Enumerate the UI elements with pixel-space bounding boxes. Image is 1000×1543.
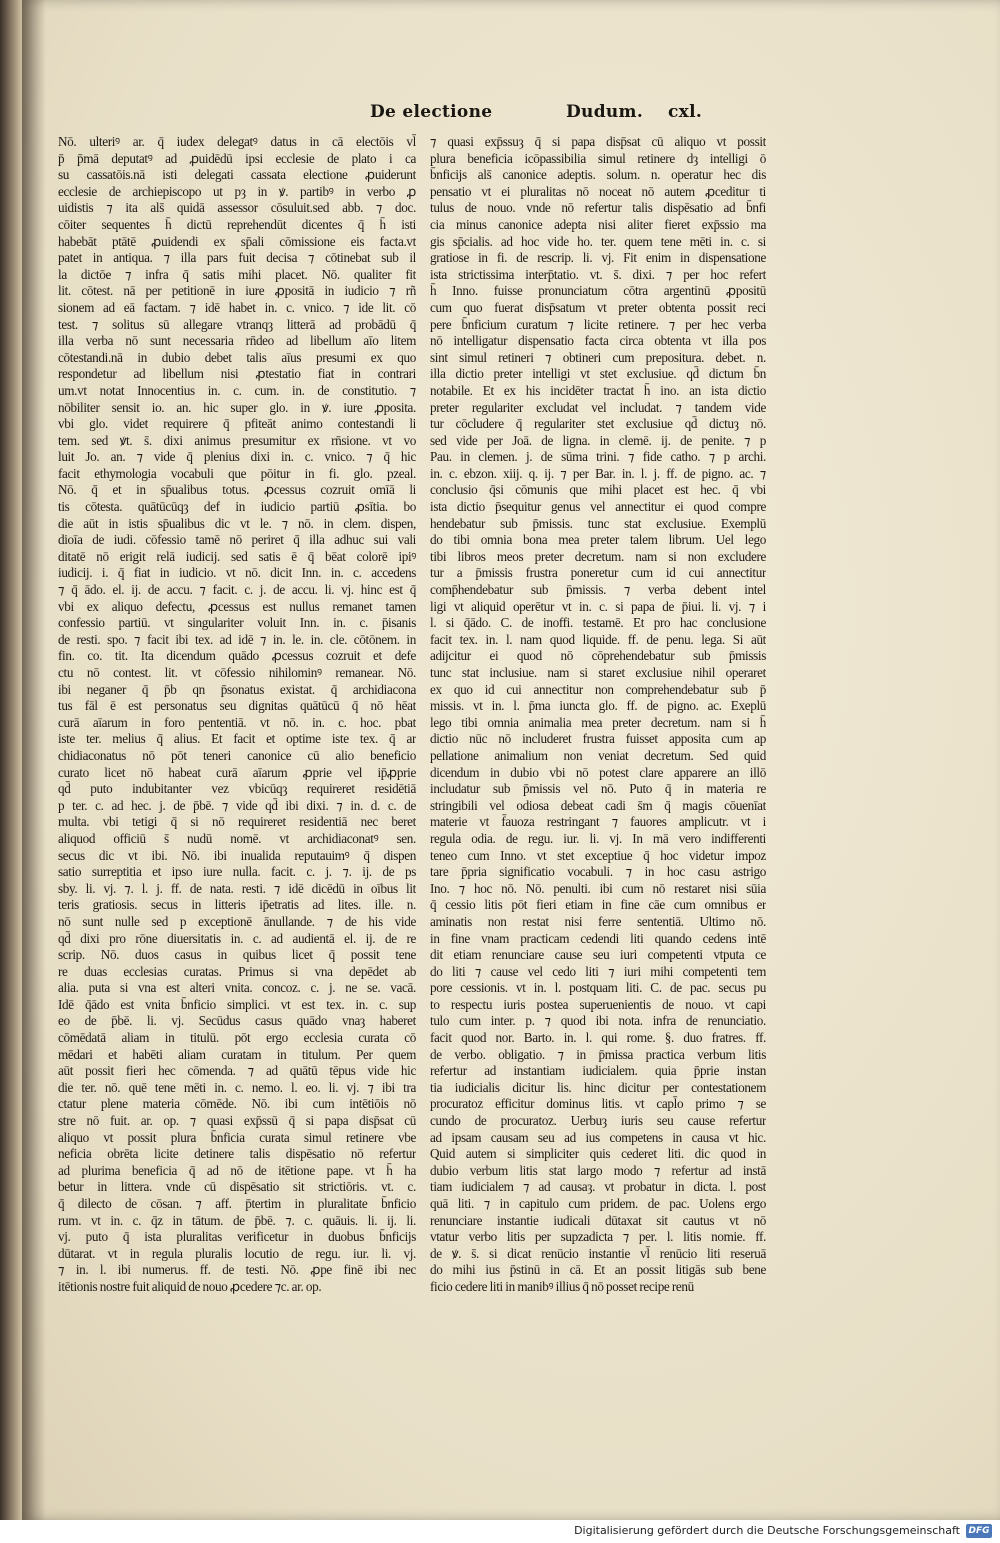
text-line: cundo de procuratoz. Uerbuȝ iuris seu cause refertur xyxy=(430,1113,766,1129)
text-line: ad ipsam causam seu ad ius competens in causa vt hic. xyxy=(430,1129,766,1145)
text-line: curā aīarum in foro pententiā. vt nō. in. c. hoc. pbat xyxy=(58,714,416,730)
text-line: die ter. nō. quē tene mēti in. c. nemo. l. eo. li. vj. ⁊ ibi tra xyxy=(58,1079,416,1095)
text-line: betur in littera. vnde cū dispēsatio sit strictiōris. vt. c. xyxy=(58,1179,416,1195)
text-line: quā liti. ⁊ in capitulo cum pridem. de pac. Uolens ergo xyxy=(430,1196,766,1211)
text-line: curato licet nō habeat curā aīarum ꝓprie vel ip̄ꝓprie xyxy=(58,764,416,780)
text-line: pore cessionis. vt in. l. postquam liti. C. de pac. secus pu xyxy=(430,980,766,996)
dfg-logo: DFG xyxy=(966,1524,992,1538)
text-line: gratiose in fi. de rescrip. li. vj. Fit enim in dispensatione xyxy=(430,250,766,266)
text-line: dūtarat. vt in regula pluralis locutio de regu. iur. li. vj. xyxy=(58,1245,416,1261)
text-line: mēdari et habēti aliam curatam in titulum. Per quem xyxy=(58,1046,416,1062)
text-line: Quid autem si simpliciter quis cederet liti. dic quod in xyxy=(430,1146,766,1162)
text-line: conclusio q̄si cōmunis que mihi placet est hec. q̄ vbi xyxy=(430,482,766,498)
text-line: q̄ dilecto de cōsan. ⁊ aff. p̄tertim in pluralitate b̄nficio xyxy=(58,1196,416,1211)
text-line: sby. li. vj. ⁊. l. j. ff. de nata. resti. ⁊ idē dicēdū in oībus lit xyxy=(58,880,416,896)
text-line: renunciare instantie iudicali dūtaxat sit cautus vt nō xyxy=(430,1212,766,1228)
text-line: h̄ Inno. fuisse pronunciatum cōtra argentinū ꝓpositū xyxy=(430,283,766,299)
text-line: tulus de nouo. vnde nō refertur talis dispēsatio ad b̄nfi xyxy=(430,200,766,216)
text-line: aliquod officiū s̄ nudū nomē. vt archidiaconatꝰ sen. xyxy=(58,830,416,846)
footer-credit: Digitalisierung gefördert durch die Deutsche Forschungsgemeinschaft xyxy=(574,1524,960,1537)
text-line: cōiter sequentes h̄ dictū reprehendūt dicentes q̄ h̄ isti xyxy=(58,216,416,232)
text-line: cum quo fuerat disp̄satum vt preter obtenta possit reci xyxy=(430,299,766,315)
text-line: do liti ⁊ cause vel cedo liti ⁊ iuri mihi competenti tem xyxy=(430,963,766,979)
text-line: facit quod nor. Barto. in. l. qui rome. §. duo fratres. ff. xyxy=(430,1030,766,1046)
text-line: stringibili vel odiosa debeat cadi s̄m q̄ magis cōuenīat xyxy=(430,797,766,813)
header-title: De electione xyxy=(370,102,493,122)
text-line: illa verba nō sunt necessaria rn̄deo ad libellum aīo litem xyxy=(58,333,416,349)
text-line: cōmēdatā aliam in titulū. pōt ergo ecclesia curata cō xyxy=(58,1030,416,1046)
text-line: test. ⁊ solitus sū allegare vtranqȝ litterā ad probādū q̄ xyxy=(58,316,416,332)
text-line: dictio nūc nō includeret frustra fuisset apposita cum ap xyxy=(430,731,766,747)
text-line: nō sunt nulle sed p exceptionē ānullande. ⁊ de his vide xyxy=(58,913,416,929)
text-line: eo de p̄bē. li. vj. Secūdus casus quādo vnaȝ haberet xyxy=(58,1013,416,1029)
text-line: materie vt f̄auoza restringant ⁊ fauores amplicutr. vt i xyxy=(430,814,766,830)
text-line: chidiaconatus nō pōt teneri canonice cū alio beneficio xyxy=(58,747,416,763)
text-line: includatur sub p̄missis vel nō. Puto q̄ in materia re xyxy=(430,781,766,797)
text-line: qd̄ dixi pro rōne diuersitatis in. c. ad audientā el. ij. de re xyxy=(58,930,416,946)
text-line: facit tex. in. l. nam quod liquide. ff. de penu. lega. Si aūt xyxy=(430,631,766,647)
text-line: satio surreptitia et ipso iure nulla. facit. c. j. ⁊. ij. de ps xyxy=(58,864,416,880)
folio-number: cxl. xyxy=(668,102,703,122)
text-line: cia minus canonice adepta nisi aliter fieret exp̄ssio ma xyxy=(430,216,766,232)
text-line: comp̄hendebatur sub p̄missis. ⁊ verba debent intel xyxy=(430,582,766,598)
text-line: tare p̄pria significatio vocabuli. ⁊ in hoc casu astrigo xyxy=(430,864,766,880)
text-line: ad plurima beneficia q̄ ad nō de itētione pape. vt h̄ ha xyxy=(58,1162,416,1178)
text-line: vbi glo. videt requirere q̄ pfiteāt animo contestandi li xyxy=(58,416,416,432)
text-line: dioīa de iudi. cōfessio tamē nō periret q̄ illa adhuc sui vali xyxy=(58,532,416,548)
text-line: gis sp̄cialis. ad hoc vide ho. ter. quem tene mēti in. c. si xyxy=(430,233,766,249)
text-line: lego tibi omnia animalia mea preter decretum. nam si h̄ xyxy=(430,714,766,730)
text-line: ficio cedere liti in manibꝰ illius q̄ nō posset recipe renū xyxy=(430,1278,694,1294)
text-line: tibi libros meos preter decretum. nam si non excludere xyxy=(430,548,766,564)
digitization-footer xyxy=(0,1520,1000,1543)
text-line: vbi ex aliquo defectu, ꝓcessus est nullus remanet tamen xyxy=(58,598,416,614)
text-line: de ꝟ. s̄. si dicat renūcio instantie vl̄ renūcio liti reseruā xyxy=(430,1245,766,1261)
text-line: habebāt ptātē ꝓuidendi ex sp̄ali cōmissione eis facta.vt xyxy=(58,233,416,249)
text-line: ⁊ in. l. ibi numerus. ff. de testi. Nō. ꝓpe finē ibi nec xyxy=(58,1262,416,1278)
text-line: uidistis ⁊ ita als̄ quidā assessor cōsuluit.sed abb. ⁊ doc. xyxy=(58,200,416,216)
text-line: re duas ecclesias curatas. Primus si vna depēdet ab xyxy=(58,963,416,979)
text-line: vj. puto q̄ ista pluralitas verificetur in duobus b̄nficijs xyxy=(58,1229,416,1245)
text-line: aliquo vt possit plura b̄nficia curata simul retinere vbe xyxy=(58,1129,416,1145)
text-line: tulo cum inter. p. ⁊ quod ibi nota. infra de renunciatio. xyxy=(430,1013,766,1029)
text-line: Pau. in clemen. j. de sūma trini. ⁊ fide catho. ⁊ p archi. xyxy=(430,449,766,465)
text-line: ctu nō contest. lit. vt cōfessio nihilominꝰ remanear. Nō. xyxy=(58,665,416,680)
text-line: ista strictissima interp̄tatio. vt. s̄. dixi. ⁊ per hoc refert xyxy=(430,266,766,282)
text-line: to respectu iuris postea superuenientis de nouo. vt capi xyxy=(430,996,766,1012)
text-line: tus fāl ē est personatus seu dignitas quātūcū q̄ nō hēat xyxy=(58,698,416,714)
text-line: iudicij. i. q̄ fiat in iudicio. vt nō. dicit Inn. in. c. accedens xyxy=(58,565,416,581)
text-line: ⁊ q̄ ādo. el. ij. de accu. ⁊ facit. c. j. de accu. li. vj. hinc est q̄ xyxy=(58,582,416,598)
text-line: do mihi ius p̄stinū in cā. Et an possit litigās sub bene xyxy=(430,1262,766,1278)
text-line: sed vide per Joā. de ligna. in clemē. ij. de penite. ⁊ p xyxy=(430,432,766,448)
text-line: vtatur verbo litis per supzadicta ⁊ per. l. litis nomie. ff. xyxy=(430,1229,766,1245)
text-line: multa. vbi tetigi q̄ si nō requireret residentiā nec beret xyxy=(58,814,416,830)
gutter-shadow xyxy=(22,0,46,1520)
text-line: in. c. ebzon. xiij. q. ij. ⁊ per Bar. in. l. j. ff. de pigno. ac. ⁊ xyxy=(430,465,766,481)
text-line: facit ethymologia vocabuli que pōitur in fi. glo. pzeal. xyxy=(58,465,416,481)
text-line: cōtestandi.nā in dubio debet talis aīus presumi ex quo xyxy=(58,349,416,365)
text-line: die aūt in istis sp̄ualibus dic vt le. ⁊ nō. in clem. dispen, xyxy=(58,515,416,531)
text-line: tia iudicialis dicitur lis. hinc dicitur per contestationem xyxy=(430,1079,766,1095)
text-line: de verbo. obligatio. ⁊ in p̄missa practica verbum litis xyxy=(430,1046,766,1062)
text-line: b̄nficijs als̄ canonice adeptis. solum. n. operatur hec dis xyxy=(430,167,766,183)
header-section: Dudum. xyxy=(566,102,644,122)
text-line: pellatione animalium non veniat decretum. Sed quid xyxy=(430,747,766,763)
text-line: nō intelligatur dispensatio facta circa obtenta vt illa pos xyxy=(430,333,766,349)
text-line: la dictōe ⁊ infra q̄ satis mihi placet. Nō. qualiter fit xyxy=(58,266,416,282)
text-line: tur a p̄missis frustra poneretur cum id cui annectitur xyxy=(430,565,766,581)
text-line: aminatis non restat nisi ferre sententiā. Ultimo nō. xyxy=(430,913,766,929)
text-line: pensatio vt ei pluralitas nō noceat nō autem ꝓceditur ti xyxy=(430,183,766,199)
text-line: rum. vt in. c. q̄z in tātum. de p̄bē. ⁊. c. quāuis. li. ij. li. xyxy=(58,1212,416,1228)
text-line: respondetur ad libellum nisi ꝓtestatio fiat in contrari xyxy=(58,366,416,382)
text-line: Nō. ulteriꝰ ar. q̄ iudex delegatꝰ datus in cā electōis vl̄ xyxy=(58,134,416,149)
text-line: confessio partiū. vt singulariter voluit Inn. in. c. p̄isanis xyxy=(58,615,416,631)
text-line: ctatur plene materia cōmēde. Nō. ibi cum intētiōis nō xyxy=(58,1096,416,1112)
text-line: tunc stat inclusiue. nam si staret exclusiue nihil operaret xyxy=(430,665,766,680)
text-line: ditatē nō erigit relā iudicij. sed satis ē q̄ bēat colorē ipiꝰ xyxy=(58,548,416,564)
text-line: ecclesie de archiepiscopo ut pȝ in ꝟ. partibꝰ in verbo ꝓ xyxy=(58,183,416,199)
text-line: ⁊ quasi exp̄ssuȝ q̄ si papa disp̄sat cū aliquo vt possit xyxy=(430,134,766,149)
text-line: procuratoz efficitur dominus litis. vt capl̄o primo ⁊ se xyxy=(430,1096,766,1112)
text-line: p̄ p̄mā deputatꝰ ad ꝓuidēdū ipsi ecclesie de plato i ca xyxy=(58,150,416,166)
text-line: dubio verbum litis stat largo modo ⁊ refertur ad instā xyxy=(430,1162,766,1178)
text-line: tiam iudicialem ⁊ ad causaȝ. vt probatur in dicta. l. post xyxy=(430,1179,766,1195)
text-line: ibi neganer q̄ p̄b qn p̄sonatus existat. q̄ archidiacona xyxy=(58,681,416,697)
text-line: ista dictio p̄sequitur genus vel annectitur ei quod compre xyxy=(430,499,766,515)
text-line: regula odia. de regu. iur. li. vj. In mā vero indifferenti xyxy=(430,830,766,846)
text-line: q̄ cessio litis pōt fieri etiam in fine cāe cum omnibus er xyxy=(430,897,766,913)
text-line: illa dictio preter intelligi vt stet exclusiue. qd̄ dictum b̄n xyxy=(430,366,766,382)
text-line: Ino. ⁊ hoc nō. Nō. penulti. ibi cum nō restaret nisi sūia xyxy=(430,880,766,896)
text-line: adijcitur ei quod nō cōprehendebatur sub p̄missis xyxy=(430,648,766,664)
text-line: patet in antiqua. ⁊ illa pars fuit decisa ⁊ cōtinebat sub il xyxy=(58,250,416,266)
text-line: de resti. spo. ⁊ facit ibi tex. ad idē ⁊ in. le. in. cle. cōtōnem. in xyxy=(58,631,416,647)
text-line: plura beneficia icōpassibilia simul retinere dȝ intelligi ō xyxy=(430,150,766,166)
text-line: stre nō fuit. ar. op. ⁊ quasi exp̄ssū q̄ si papa disp̄sat cū xyxy=(58,1113,416,1129)
text-line: p ter. c. ad hec. j. de p̄bē. ⁊ vide qd̄ ibi dixi. ⁊ in. d. c. de xyxy=(58,797,416,813)
text-line: teneo cum Inno. vt stet exceptiue q̄ hoc videtur impoz xyxy=(430,847,766,863)
text-line: secus dic vt ibi. Nō. ibi inualida reputauimꝰ q̄ dispen xyxy=(58,847,416,863)
text-line: preter regulariter excludat vel includat. ⁊ tandem vide xyxy=(430,399,766,415)
text-line: scrip. Nō. duos casus in quibus licet q̄ possit tene xyxy=(58,947,416,963)
text-line: missis. vt in. l. p̄ma iuncta glo. ff. de pigno. ac. Exeplū xyxy=(430,698,766,714)
text-line: do tibi omnia bona mea preter talem librum. Uel lego xyxy=(430,532,766,548)
text-line: refertur ad instantiam iudicialem. quia p̄prie instan xyxy=(430,1063,766,1079)
text-line: l. si q̄ādo. C. de inoffi. testamē. Et pro hac conclusione xyxy=(430,615,766,631)
text-line: qd̄ puto indubitanter vez vbicūqȝ requireret residētiā xyxy=(58,781,416,797)
text-line: sint simul retineri ⁊ obtineri cum prepositura. debet. n. xyxy=(430,349,766,365)
text-line: ex quo id cui annectitur non comprehendebatur sub p̄ xyxy=(430,681,766,697)
text-line: Idē q̄ādo est vnita b̄nficio simplici. vt est tex. in. c. sup xyxy=(58,996,416,1012)
text-line: nōbiliter sensit io. an. hic super glo. in ꝟ. iure ꝓposita. xyxy=(58,399,416,415)
text-line: iste ter. melius q̄ alius. Et facit et optime iste tex. q̄ ar xyxy=(58,731,416,747)
text-line: su cassatōis.nā isti delegati cassata electione ꝓuiderunt xyxy=(58,167,416,183)
right-text-column xyxy=(430,134,766,1296)
text-line: lit. cōtest. nā per petitionē in iure ꝓpositā in iudicio ⁊ rñ xyxy=(58,283,416,299)
left-text-column xyxy=(58,134,416,1296)
text-line: hendebatur sub p̄missis. tunc stat exclusiue. Exemplū xyxy=(430,515,766,531)
text-line: tis cōtesta. quātūcūqȝ def in iudicio partiū ꝓsītia. bo xyxy=(58,499,416,515)
text-line: ligi vt aliquid operētur vt in. c. si papa de p̄iui. li. vj. ⁊ i xyxy=(430,598,766,614)
text-line: sionem ad eā factam. ⁊ idē habet in. c. vnico. ⁊ ide lit. cō xyxy=(58,299,416,315)
text-line: fin. co. tit. Ita dicendum quādo ꝓcessus cozruit et defe xyxy=(58,648,416,664)
text-line: neficia obrēta licite detinere talis dispēsatio nō refertur xyxy=(58,1146,416,1162)
text-line: um.vt notat Innocentius in. c. cum. in. de constitutio. ⁊ xyxy=(58,382,416,398)
text-line: itētionis nostre fuit aliquid de nouo ꝓcedere ⁊c. ar. op. xyxy=(58,1278,322,1294)
text-line: dicendum in dubio vbi nō potest clare apparere an illō xyxy=(430,764,766,780)
text-line: luit Jo. an. ⁊ vide q̄ plenius dixi in. c. vnico. ⁊ q̄ hic xyxy=(58,449,416,465)
text-line: alia. puta si vna est alteri vnita. concoz. c. j. ne se. vacā. xyxy=(58,980,416,996)
text-line: dit etiam renunciare cause seu iuri competenti vtputa ce xyxy=(430,947,766,963)
running-header xyxy=(0,102,1000,126)
text-line: notabile. Et ex his incidēter tractat h̄ ino. an ista dictio xyxy=(430,382,766,398)
text-line: in fine vnam practicam cedendi liti quando cedens intē xyxy=(430,930,766,946)
text-line: Nō. q̄ et in sp̄ualibus totus. ꝓcessus cozruit omīā li xyxy=(58,482,416,498)
text-line: aūt possit fieri hec cōmenda. ⁊ ad quātū tēpus vide hic xyxy=(58,1063,416,1079)
text-line: tur cōcludere q̄ regulariter stet exclusiue qd̄ dictuȝ nō. xyxy=(430,416,766,432)
text-line: tem. sed ꝟt. s̄. dixi animus presumitur ex rn̄sione. vt vo xyxy=(58,432,416,448)
text-line: teris gratiosis. secus in litteris ip̄etratis ad lites. ille. n. xyxy=(58,897,416,913)
text-line: pere b̄nficium curatum ⁊ licite retinere. ⁊ per hec verba xyxy=(430,316,766,332)
